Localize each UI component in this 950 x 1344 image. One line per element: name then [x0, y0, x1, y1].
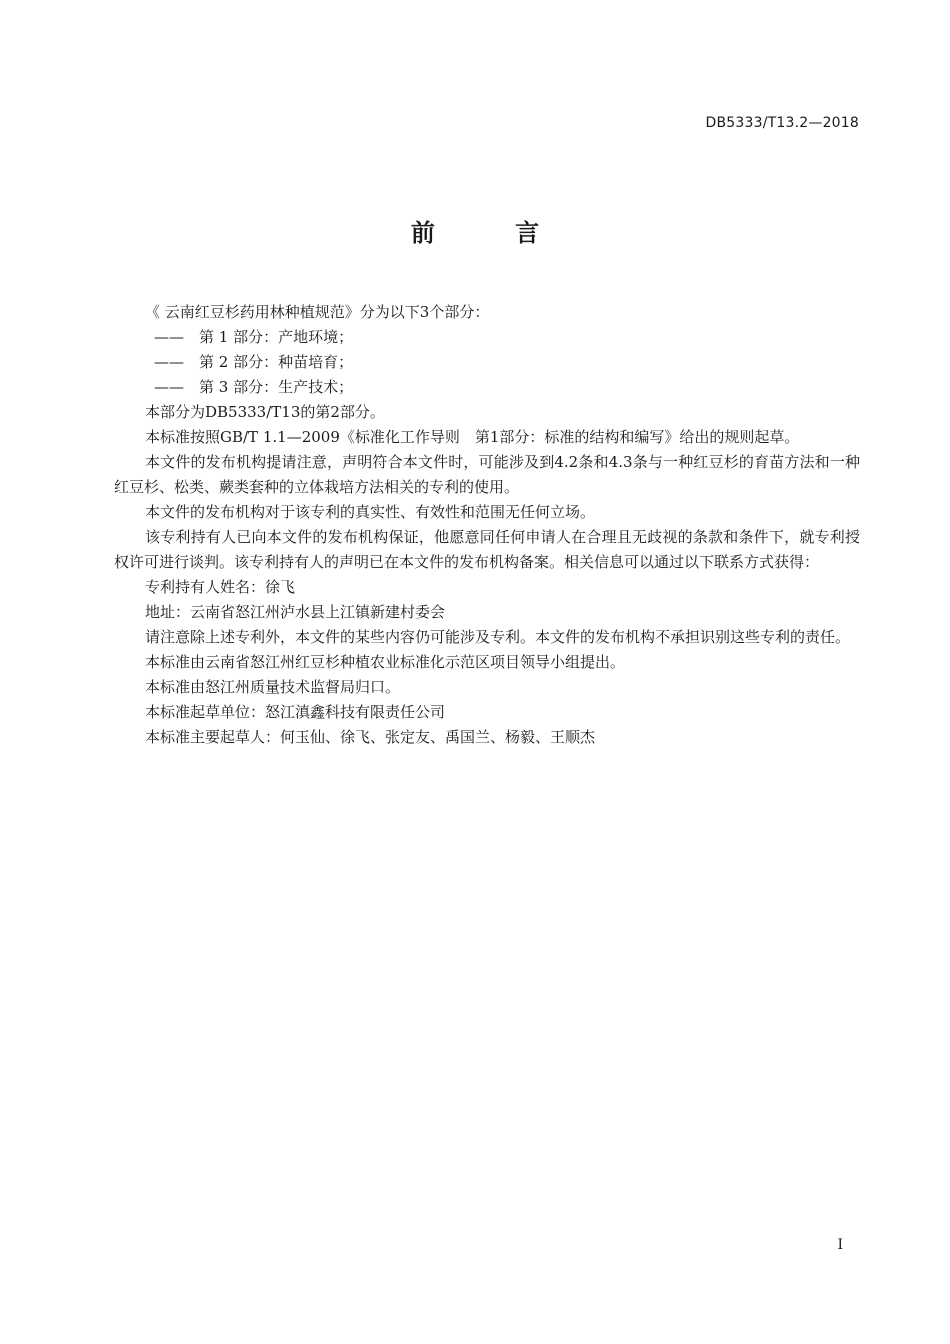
paragraph-patent-position: 本文件的发布机构对于该专利的真实性、有效性和范围无任何立场。: [145, 503, 596, 521]
list-item-part-1: —— 第 1 部分：产地环境；: [154, 328, 354, 346]
paragraph-patent-notice: 本文件的发布机构提请注意，声明符合本文件时，可能涉及到4.2条和4.3条与一种红豆杉的育苗方法和一种红豆杉、松类、蕨类套种的立体栽培方法相关的专利的使用。: [114, 453, 860, 496]
paragraph-other-patents: 请注意除上述专利外，本文件的某些内容仍可能涉及专利。本文件的发布机构不承担识别这些专利的责任。: [145, 628, 851, 646]
paragraph-proposed-by: 本标准由云南省怒江州红豆杉种植农业标准化示范区项目领导小组提出。: [145, 653, 626, 671]
paragraph-drafting-unit: 本标准起草单位：怒江滇鑫科技有限责任公司: [145, 703, 446, 721]
paragraph-patent-holder-name: 专利持有人姓名：徐飞: [145, 578, 296, 596]
foreword-body: [114, 300, 860, 750]
paragraph-drafting-rules: 本标准按照GB/T 1.1—2009《标准化工作导则 第1部分：标准的结构和编写》给出的规则起草。: [145, 428, 800, 446]
page-number: I: [837, 1237, 843, 1253]
paragraph-centralized-by: 本标准由怒江州质量技术监督局归口。: [145, 678, 401, 696]
paragraph-part-statement: 本部分为DB5333/T13的第2部分。: [145, 403, 385, 421]
list-item-part-3: —— 第 3 部分：生产技术；: [154, 378, 354, 396]
document-code: DB5333/T13.2—2018: [705, 115, 859, 131]
paragraph-patent-holder-address: 地址：云南省怒江州泸水县上江镇新建村委会: [145, 603, 446, 621]
paragraph-patent-holder-assurance: 该专利持有人已向本文件的发布机构保证，他愿意同任何申请人在合理且无歧视的条款和条件下，就专利授权许可进行谈判。该专利持有人的声明已在本文件的发布机构备案。相关信息可以通过以下联系方式获得：: [114, 528, 860, 571]
paragraph-intro: 《 云南红豆杉药用林种植规范》分为以下3个部分：: [145, 303, 490, 321]
page-title: 前 言: [410, 219, 576, 247]
paragraph-drafters: 本标准主要起草人：何玉仙、徐飞、张定友、禹国兰、杨毅、王顺杰: [145, 728, 596, 746]
list-item-part-2: —— 第 2 部分：种苗培育；: [154, 353, 354, 371]
